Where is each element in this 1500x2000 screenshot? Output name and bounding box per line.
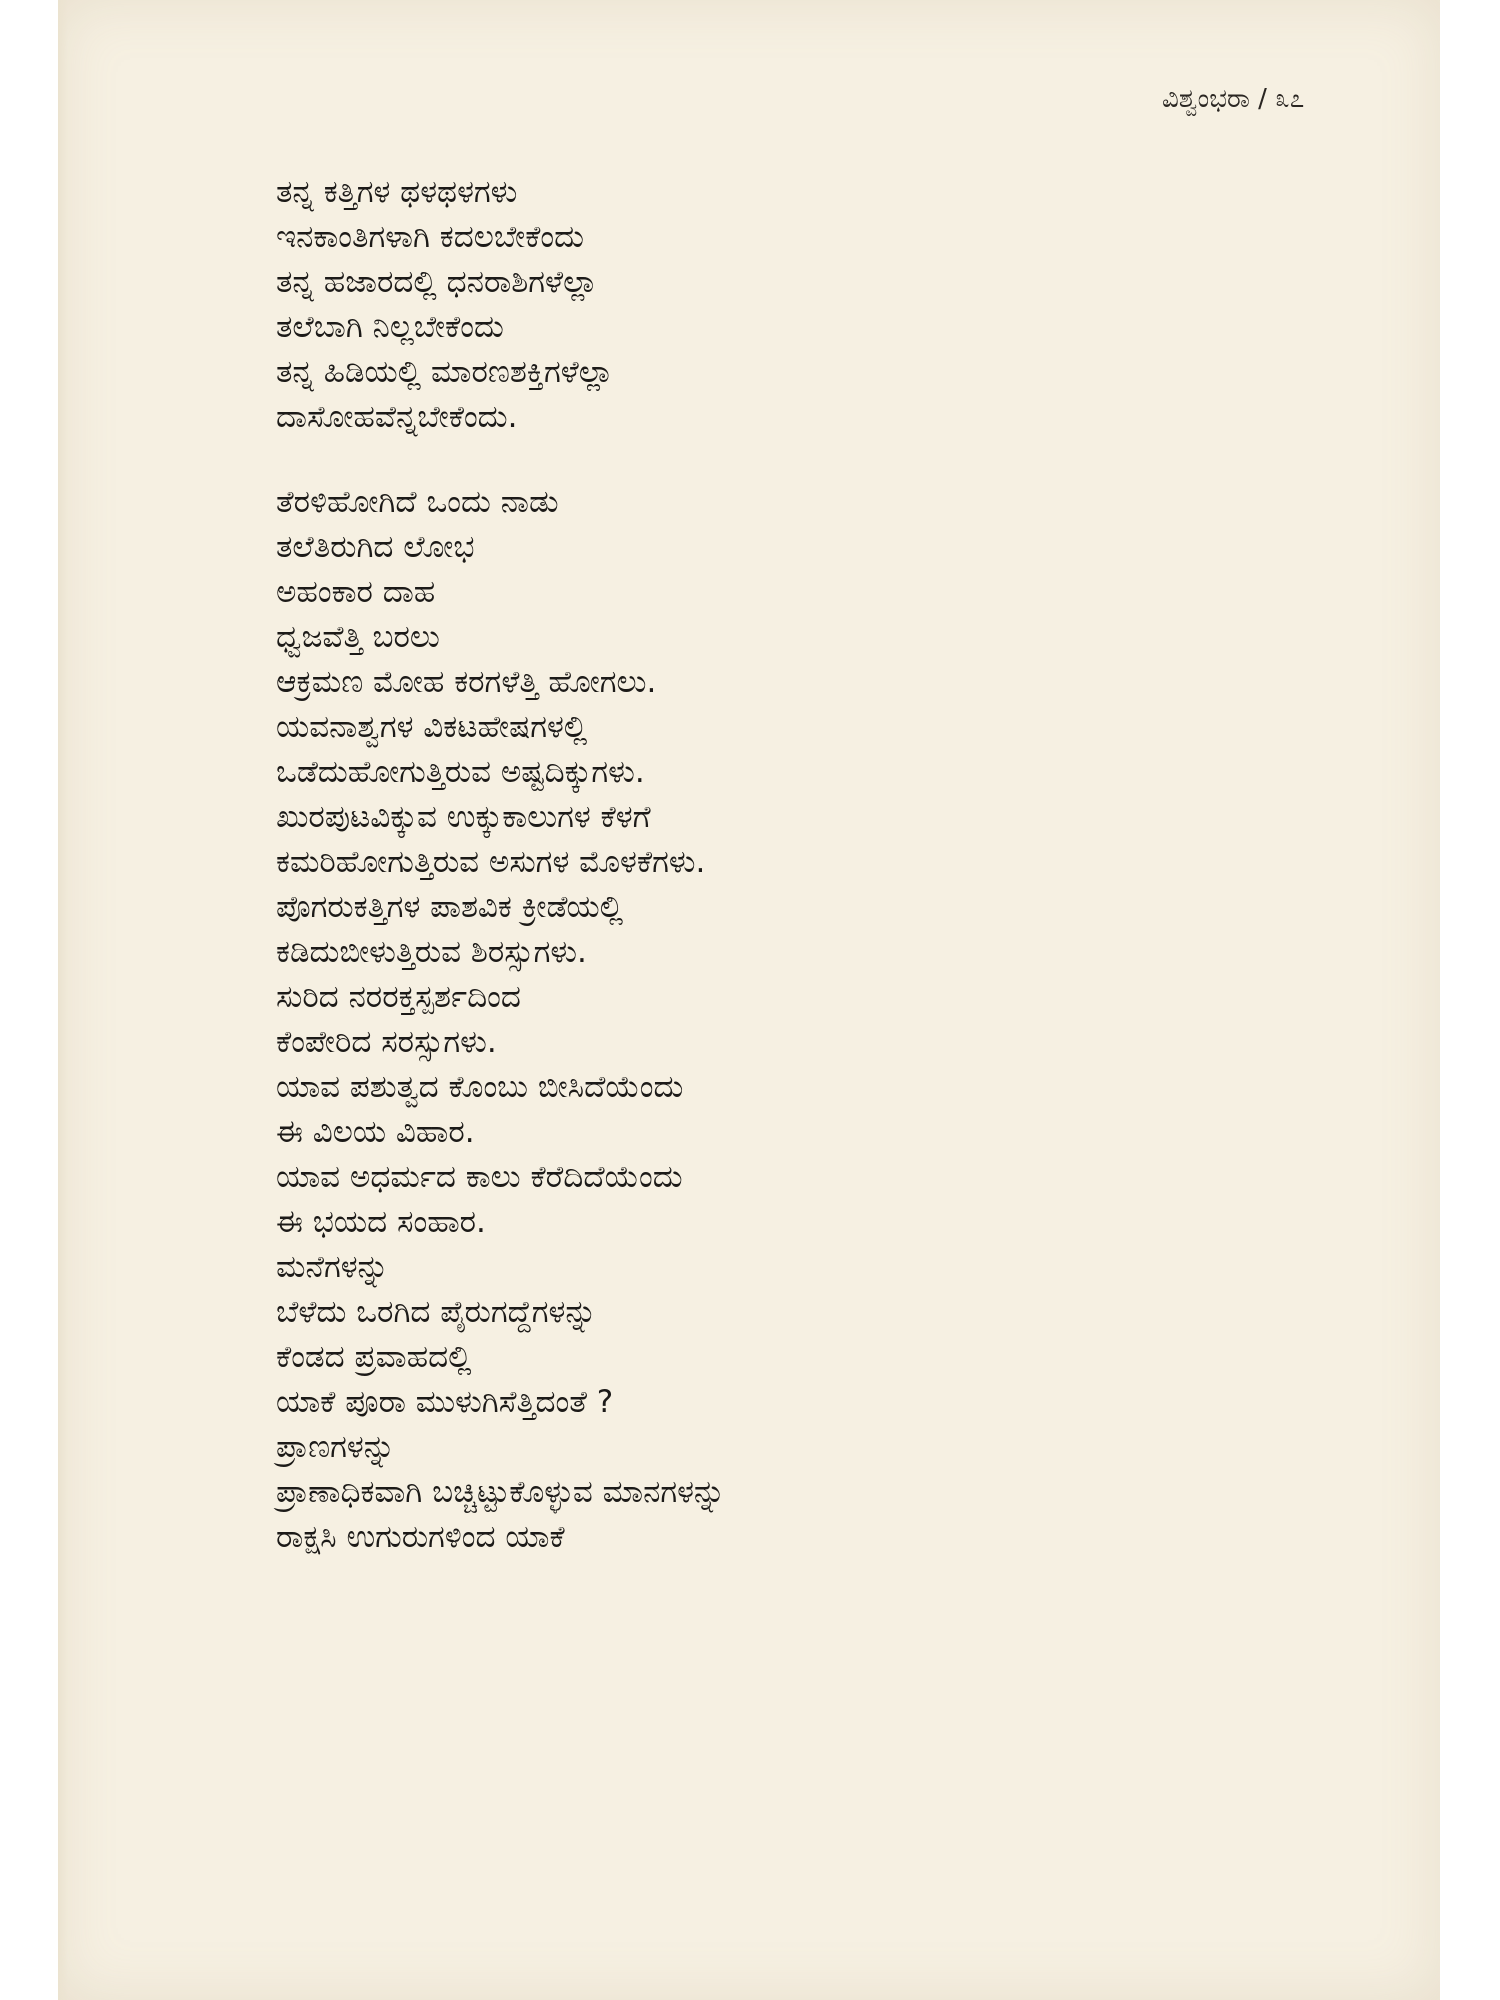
verse-line: ಪ್ರಾಣಗಳನ್ನು <box>276 1429 396 1465</box>
verse-line: ಪೊಗರುಕತ್ತಿಗಳ ಪಾಶವಿಕ ಕ್ರೀಡೆಯಲ್ಲಿ <box>276 889 624 925</box>
verse-line: ಅಹಂಕಾರ ದಾಹ <box>276 574 436 610</box>
book-page <box>58 0 1440 2000</box>
verse-line: ಇನಕಾಂತಿಗಳಾಗಿ ಕದಲಬೇಕೆಂದು <box>276 219 585 255</box>
verse-line: ಕೆಂಪೇರಿದ ಸರಸ್ಸುಗಳು. <box>276 1024 497 1060</box>
verse-line: ತೆರಳಿಹೋಗಿದೆ ಒಂದು ನಾಡು <box>276 484 559 520</box>
verse-line: ತನ್ನ ಹಜಾರದಲ್ಲಿ ಧನರಾಶಿಗಳೆಲ್ಲಾ <box>276 264 598 300</box>
verse-line: ತನ್ನ ಹಿಡಿಯಲ್ಲಿ ಮಾರಣಶಕ್ತಿಗಳೆಲ್ಲಾ <box>276 354 614 390</box>
verse-line: ಈ ಭಯದ ಸಂಹಾರ. <box>276 1204 486 1240</box>
verse-line: ತಲೆತಿರುಗಿದ ಲೋಭ <box>276 529 475 565</box>
verse-line: ಯಾವ ಅಧರ್ಮದ ಕಾಲು ಕೆರೆದಿದೆಯೆಂದು <box>276 1159 683 1195</box>
verse-line: ಪ್ರಾಣಾಧಿಕವಾಗಿ ಬಚ್ಚಿಟ್ಟುಕೊಳ್ಳುವ ಮಾನಗಳನ್ನು <box>276 1474 726 1510</box>
verse-line: ಧ್ವಜವೆತ್ತಿ ಬರಲು <box>276 619 440 655</box>
verse-line: ಮನೆಗಳನ್ನು <box>276 1249 389 1285</box>
verse-line: ಖುರಪುಟವಿಕ್ಕುವ ಉಕ್ಕುಕಾಲುಗಳ ಕೆಳಗೆ <box>276 799 651 835</box>
page-gutter-shadow <box>58 0 68 2000</box>
stanza-1 <box>276 170 1276 440</box>
verse-line: ಯಾವ ಪಶುತ್ವದ ಕೊಂಬು ಬೀಸಿದೆಯೆಂದು <box>276 1069 684 1105</box>
verse-line: ಯವನಾಶ್ವಗಳ ವಿಕಟಹೇಷಗಳಲ್ಲಿ <box>276 709 588 745</box>
verse-line: ತಲೆಬಾಗಿ ನಿಲ್ಲಬೇಕೆಂದು <box>276 309 504 345</box>
stanza-2 <box>276 480 1276 1560</box>
verse-line: ಆಕ್ರಮಣ ಮೋಹ ಕರಗಳೆತ್ತಿ ಹೋಗಲು. <box>276 664 657 700</box>
verse-line: ಸುರಿದ ನರರಕ್ತಸ್ಪರ್ಶದಿಂದ <box>276 979 521 1015</box>
verse-line: ಯಾಕೆ ಪೂರಾ ಮುಳುಗಿಸೆತ್ತಿದಂತೆ ? <box>276 1384 614 1420</box>
verse-line: ರಾಕ್ಷಸಿ ಉಗುರುಗಳಿಂದ ಯಾಕೆ <box>276 1519 565 1555</box>
verse-line: ಕಡಿದುಬೀಳುತ್ತಿರುವ ಶಿರಸ್ಸುಗಳು. <box>276 934 587 970</box>
verse-line: ಈ ವಿಲಯ ವಿಹಾರ. <box>276 1114 475 1150</box>
verse-line: ತನ್ನ ಕತ್ತಿಗಳ ಥಳಥಳಗಳು <box>276 174 518 210</box>
verse-line: ಕಮರಿಹೋಗುತ್ತಿರುವ ಅಸುಗಳ ಮೊಳಕೆಗಳು. <box>276 844 706 880</box>
poem-body <box>276 170 1276 1560</box>
verse-line: ಬೆಳೆದು ಒರಗಿದ ಪೈರುಗದ್ದೆಗಳನ್ನು <box>276 1294 597 1330</box>
verse-line: ದಾಸೋಹವೆನ್ನಬೇಕೆಂದು. <box>276 399 518 435</box>
verse-line: ಕೆಂಡದ ಪ್ರವಾಹದಲ್ಲಿ <box>276 1339 472 1375</box>
verse-line: ಒಡೆದುಹೋಗುತ್ತಿರುವ ಅಷ್ಟದಿಕ್ಕುಗಳು. <box>276 754 645 790</box>
running-header: ವಿಶ್ವಂಭರಾ / ೩೭ <box>1162 84 1305 114</box>
